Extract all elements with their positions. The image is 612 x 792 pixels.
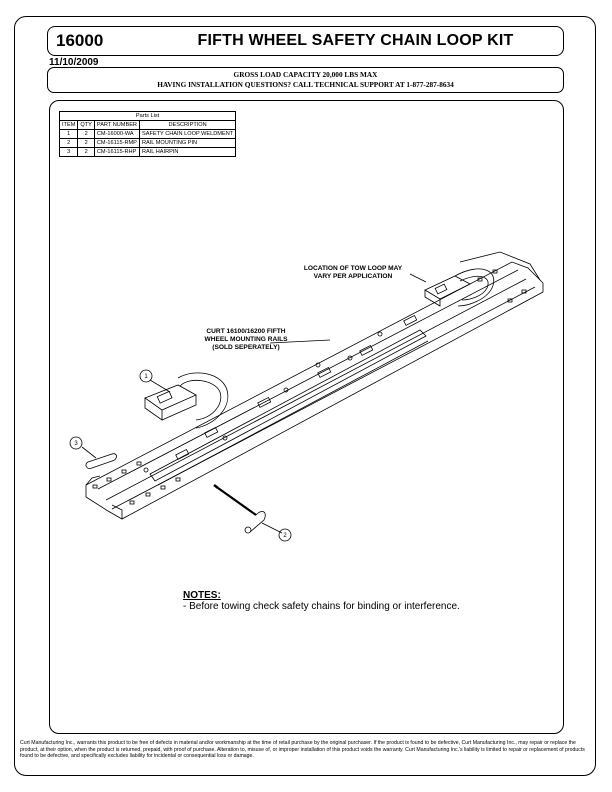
balloon-2-label: 2 [283,533,287,539]
part-number-cell: CM-16000-WA [94,130,139,139]
item-cell: 2 [60,139,78,148]
part-number-cell: CM-16115-RHP [94,148,139,157]
warranty-footer: Curt Manufacturing Inc., warrants this product to be free of defects in material and/or workmanship at the time of retail purchase by the original purchaser. If the product is found to be defective, Curt Manufacturing Inc., may repair or replace the product, at their option, when the product is returned, prepaid, with proof of purchase. Alteration to, misuse of, or improper installation of this product voids the warranty. Curt Manufacturing Inc.'s liability is limited to repair or replacement of products found to be defective, and specifically excludes liability for incidental or consequential loss or damage. [20,740,585,760]
capacity-line: GROSS LOAD CAPACITY 20,000 LBS MAX [233,70,378,79]
part-number: 16000 [56,31,104,50]
column-header: ITEM [60,121,78,130]
edge-holes [93,270,526,504]
qty-cell: 2 [78,148,95,157]
rail-hairpin [86,454,117,469]
balloon-1-leader [150,380,170,392]
balloon-3-leader [82,447,96,458]
balloon-1-label: 1 [144,374,148,380]
column-header: PART NUMBER [94,121,139,130]
notes-text: - Before towing check safety chains for binding or interference. [183,601,460,612]
column-header: DESCRIPTION [139,121,235,130]
page-title: FIFTH WHEEL SAFETY CHAIN LOOP KIT [197,32,514,49]
item-cell: 1 [60,130,78,139]
balloon-3-label: 3 [74,441,78,447]
balloon-2-leader [262,523,282,533]
column-header: QTY [78,121,95,130]
chain-loop-weldment [145,373,228,428]
notes-heading: NOTES: [183,590,221,601]
rails-callout: CURT 16100/16200 FIFTH WHEEL MOUNTING RAILS (SOLD SEPERATELY) [204,328,288,351]
rail-mounting-pin [214,485,265,533]
qty-cell: 2 [78,139,95,148]
description-cell: RAIL MOUNTING PIN [139,139,235,148]
support-line: HAVING INSTALLATION QUESTIONS? CALL TECHNICAL SUPPORT AT 1-877-287-8634 [157,80,454,89]
tow-loop-installed [425,252,540,306]
description-cell: SAFETY CHAIN LOOP WELDMENT [139,130,235,139]
parts-list-caption: Parts List [60,112,236,121]
tow-loop-callout: LOCATION OF TOW LOOP MAY VARY PER APPLICATION [303,265,403,280]
qty-cell: 2 [78,130,95,139]
part-number-cell: CM-16115-RMP [94,139,139,148]
description-cell: RAIL HAIRPIN [139,148,235,157]
document-date: 11/10/2009 [49,57,99,68]
item-cell: 3 [60,148,78,157]
